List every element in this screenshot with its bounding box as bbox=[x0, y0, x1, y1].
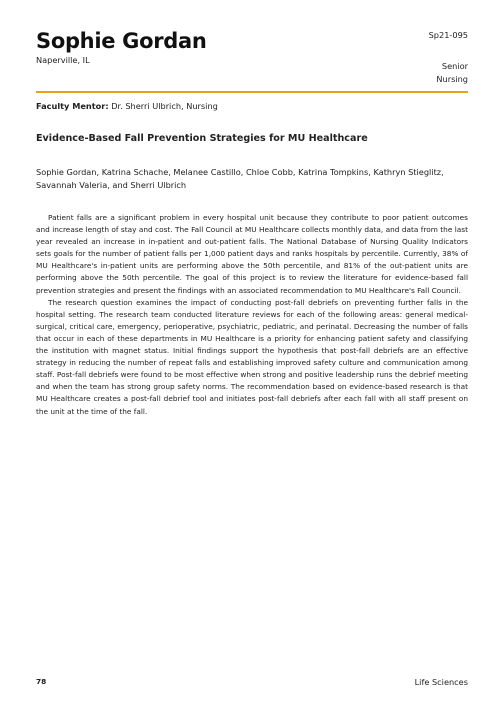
page-number: 78 bbox=[36, 677, 47, 686]
mentor-value: Dr. Sherri Ulbrich, Nursing bbox=[111, 101, 218, 111]
abstract-body bbox=[36, 212, 468, 418]
class-level: Senior bbox=[441, 61, 468, 71]
student-name: Sophie Gordan bbox=[36, 29, 207, 53]
abstract-paragraph: Patient falls are a significant problem in every hospital unit because they contribute to poor patient outcomes and increase length of stay and cost. The Fall Council at MU Healthcare collects monthly data, and data from the last year revealed an increase in in-patient and out-patient falls. The National Database of Nursing Quality Indicators sets goals for the number of patient falls per 1,000 patient days and ranks hospitals by percentile. Currently, 38% of MU Healthcare's in-patient units are performing above the 50th percentile, and 81% of the out-patient units are performing above the 50th percentile. The goal of this project is to review the literature for evidence-based fall prevention strategies and present the findings with an associated recommendation to MU Healthcare's Fall Council. bbox=[36, 213, 468, 295]
student-class-major bbox=[436, 60, 468, 85]
major: Nursing bbox=[436, 73, 468, 84]
abstract-paragraph: The research question examines the impact of conducting post-fall debriefs on preventing further falls in the hospital setting. The research team conducted literature reviews for each of the following areas: general medical-surgical, critical care, emergency, perioperative, psychiatric, pediatric, and perinatal. Decreasing the number of falls that occur in each of these departments in MU Healthcare is a priority for enhancing patient safety and classifying the institution with magnet status. Initial findings support the hypothesis that post-fall debriefs are an effective strategy in reducing the number of repeat falls and establishing improved safety culture and communication among staff. Post-fall debriefs were found to be most effective when strong and positive leadership runs the debrief meeting and when the team has strong group safety norms. The recommendation based on evidence-based research is that MU Healthcare creates a post-fall debrief tool and initiates post-fall debriefs after each fall with all staff present on the unit at the time of the fall. bbox=[36, 297, 468, 416]
header-divider bbox=[36, 91, 468, 93]
student-location: Naperville, IL bbox=[36, 55, 90, 65]
abstract-title: Evidence-Based Fall Prevention Strategies for MU Healthcare bbox=[36, 133, 368, 144]
mentor-label: Faculty Mentor: bbox=[36, 101, 109, 111]
faculty-mentor bbox=[36, 101, 218, 111]
abstract-code: Sp21-095 bbox=[428, 30, 468, 40]
section-name: Life Sciences bbox=[414, 677, 468, 687]
author-list: Sophie Gordan, Katrina Schache, Melanee Castillo, Chloe Cobb, Katrina Tompkins, Kathryn Stieglitz, Savannah Valeria, and Sherri Ulbrich bbox=[36, 167, 444, 190]
